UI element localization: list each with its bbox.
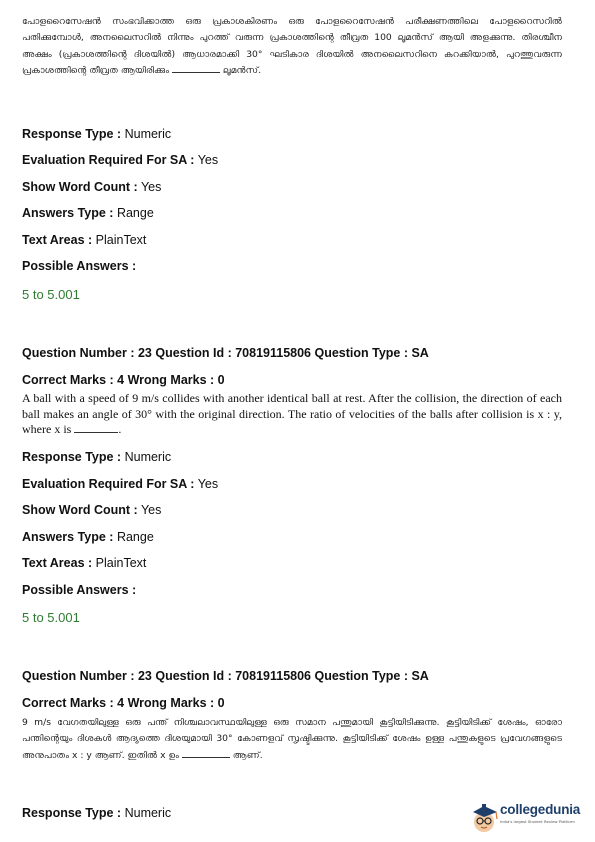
possible-answer-value: 5 to 5.001: [22, 287, 80, 302]
response-type-row: Response Type : Numeric: [22, 806, 172, 820]
possible-answer-value: 5 to 5.001: [22, 610, 80, 625]
possible-answers-label: Possible Answers :: [22, 583, 137, 597]
word-count-row: Show Word Count : Yes: [22, 180, 162, 194]
response-type-row: Response Type : Numeric: [22, 450, 172, 464]
logo-tagline: India's largest Student Review Platform: [500, 819, 575, 824]
question-header: Question Number : 23 Question Id : 70819115806 Question Type : SA: [22, 346, 429, 360]
answers-type-row: Answers Type : Range: [22, 206, 154, 220]
possible-answers-label: Possible Answers :: [22, 259, 137, 273]
text-areas-row: Text Areas : PlainText: [22, 556, 147, 570]
answer-blank: [182, 748, 230, 758]
marks-line: Correct Marks : 4 Wrong Marks : 0: [22, 373, 225, 387]
question-header: Question Number : 23 Question Id : 70819115806 Question Type : SA: [22, 669, 429, 683]
collegedunia-logo: [470, 800, 588, 834]
answers-type-row: Answers Type : Range: [22, 530, 154, 544]
marks-line: Correct Marks : 4 Wrong Marks : 0: [22, 696, 225, 710]
mascot-icon: [470, 800, 500, 834]
evaluation-row: Evaluation Required For SA : Yes: [22, 477, 219, 491]
question-text-english: A ball with a speed of 9 m/s collides with another identical ball at rest. After the collision, the direction of each ball makes an angle of 30° with the original direction. The ratio of velocities of the balls after collision is x : y, where x is .: [22, 391, 562, 436]
evaluation-row: Evaluation Required For SA : Yes: [22, 153, 219, 167]
question-text-malayalam: 9 m/s വേഗതയിലുള്ള ഒരു പന്ത് നിശ്ചലാവസ്ഥയിലുള്ള ഒരു സമാന പന്തുമായി കൂട്ടിയിടിക്കുന്നു. കൂട്ടിയിടിക്ക് ശേഷം, ഓരോ പന്തിന്റെയും ദിശകൾ ആദ്യത്തെ ദിശയുമായി 30° കോണളവ് സൃഷ്ടിക്കുന്നു. കൂട്ടിയിടിക്ക് ശേഷം ഉള്ള പന്തുകളുടെ പ്രവേഗങ്ങളുടെ അനുപാതം x : y ആണ്. ഇതിൽ x ഉം ആണ്.: [22, 717, 562, 761]
answer-blank: [172, 63, 220, 73]
question-text-malayalam: പോളറൈസേഷൻ സംഭവിക്കാത്ത ഒരു പ്രകാശകിരണം ഒരു പോളറൈസേഷൻ പരീക്ഷണത്തിലെ പോളറൈസറിൽ പതിക്കുമ്പോൾ, അനലൈസറിൽ നിന്നും പുറത്ത് വരുന്ന പ്രകാശത്തിന്റെ തീവ്രത 100 ലൂമൻസ് ആയി അളക്കുന്നു. തിരശ്ചീന അക്ഷം (പ്രകാശത്തിന്റെ ദിശയിൽ) ആധാരമാക്കി 30° ഘടികാര ദിശയിൽ അനലൈസറിനെ കറക്കിയാൽ, പുറത്തുവരുന്ന പ്രകാശത്തിന്റെ തീവ്രത ആയിരിക്കും ലൂമൻസ്.: [22, 16, 562, 77]
answer-blank: [74, 423, 118, 433]
logo-name: collegedunia: [500, 802, 581, 817]
text-areas-row: Text Areas : PlainText: [22, 233, 147, 247]
word-count-row: Show Word Count : Yes: [22, 503, 162, 517]
response-type-row: Response Type : Numeric: [22, 127, 172, 141]
